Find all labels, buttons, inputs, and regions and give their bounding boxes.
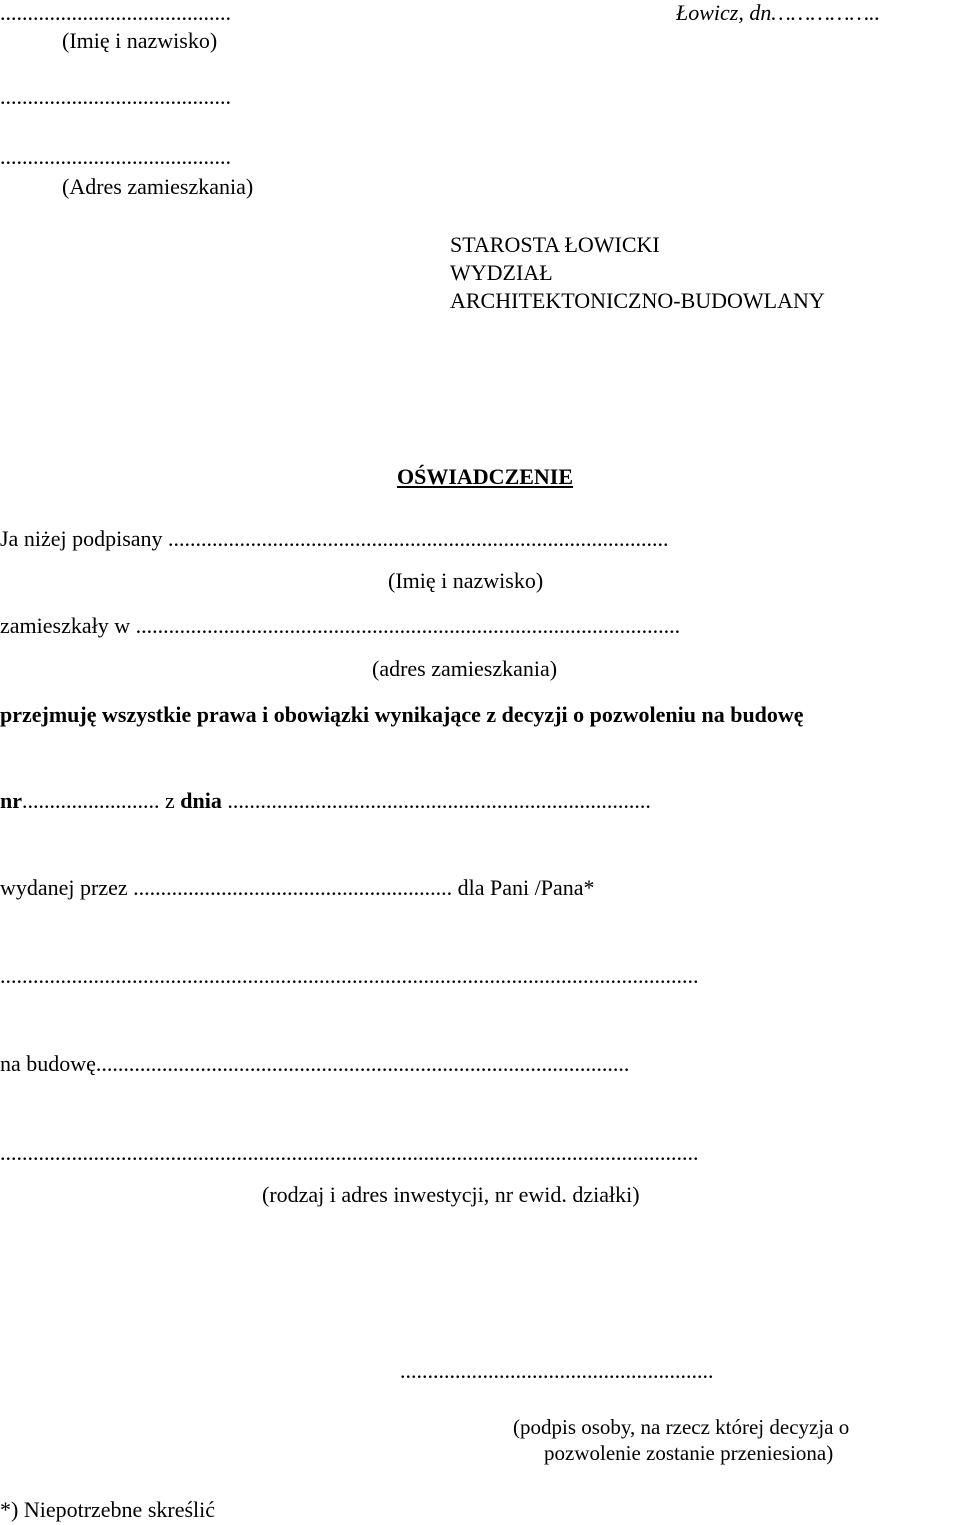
residence-dots: ................................................................................................... [135, 613, 681, 638]
nr-label: nr [0, 788, 22, 813]
signer-dots: ........................................................................................... [168, 526, 669, 551]
construction-dots-line: ............................................................................................................................... [0, 1140, 699, 1165]
residence-line [0, 615, 680, 637]
date-prefix: z [165, 788, 175, 813]
signature-dots: ......................................................... [400, 1358, 714, 1383]
residence-caption: (adres zamieszkania) [372, 656, 558, 681]
signer-line [0, 528, 669, 550]
construction-label: na budowę [0, 1051, 96, 1076]
statement-text: przejmuję wszystkie prawa i obowiązki wynikające z decyzji o pozwoleniu na budowę [0, 702, 804, 727]
address-dots-1: .......................................... [0, 84, 231, 109]
name-caption: (Imię i nazwisko) [62, 28, 218, 53]
document-title: OŚWIADCZENIE [397, 464, 574, 489]
construction-caption: (rodzaj i adres inwestycji, nr ewid. działki) [262, 1182, 640, 1207]
decision-number-line [0, 790, 651, 812]
residence-label: zamieszkały w [0, 613, 131, 638]
for-dots-line: ............................................................................................................................... [0, 963, 699, 988]
construction-line [0, 1053, 629, 1075]
name-dots: .......................................... [0, 0, 231, 25]
signer-caption: (Imię i nazwisko) [388, 568, 544, 593]
issued-by-label: wydanej przez [0, 875, 128, 900]
issued-by-line [0, 877, 595, 899]
date-dots: ............................................................................. [227, 788, 651, 813]
recipient-line-1: STAROSTA ŁOWICKI [450, 232, 660, 257]
date-label: dnia [180, 788, 222, 813]
for-label: dla Pani /Pana* [457, 875, 595, 900]
recipient-line-2: WYDZIAŁ [450, 260, 553, 285]
issued-by-dots: .......................................................... [133, 875, 453, 900]
signer-label: Ja niżej podpisany [0, 526, 163, 551]
address-caption: (Adres zamieszkania) [62, 174, 254, 199]
signature-caption-line-2: pozwolenie zostanie przeniesiona) [544, 1441, 834, 1465]
footnote: *) Niepotrzebne skreślić [0, 1497, 216, 1522]
place-date: Łowicz, dn…………….. [676, 0, 881, 25]
address-dots-2: .......................................... [0, 144, 231, 169]
signature-caption-line-1: (podpis osoby, na rzecz której decyzja o [513, 1415, 850, 1439]
recipient-line-3: ARCHITEKTONICZNO-BUDOWLANY [450, 288, 825, 313]
nr-dots: ......................... [22, 788, 160, 813]
construction-dots: ................................................................................................. [95, 1051, 630, 1076]
